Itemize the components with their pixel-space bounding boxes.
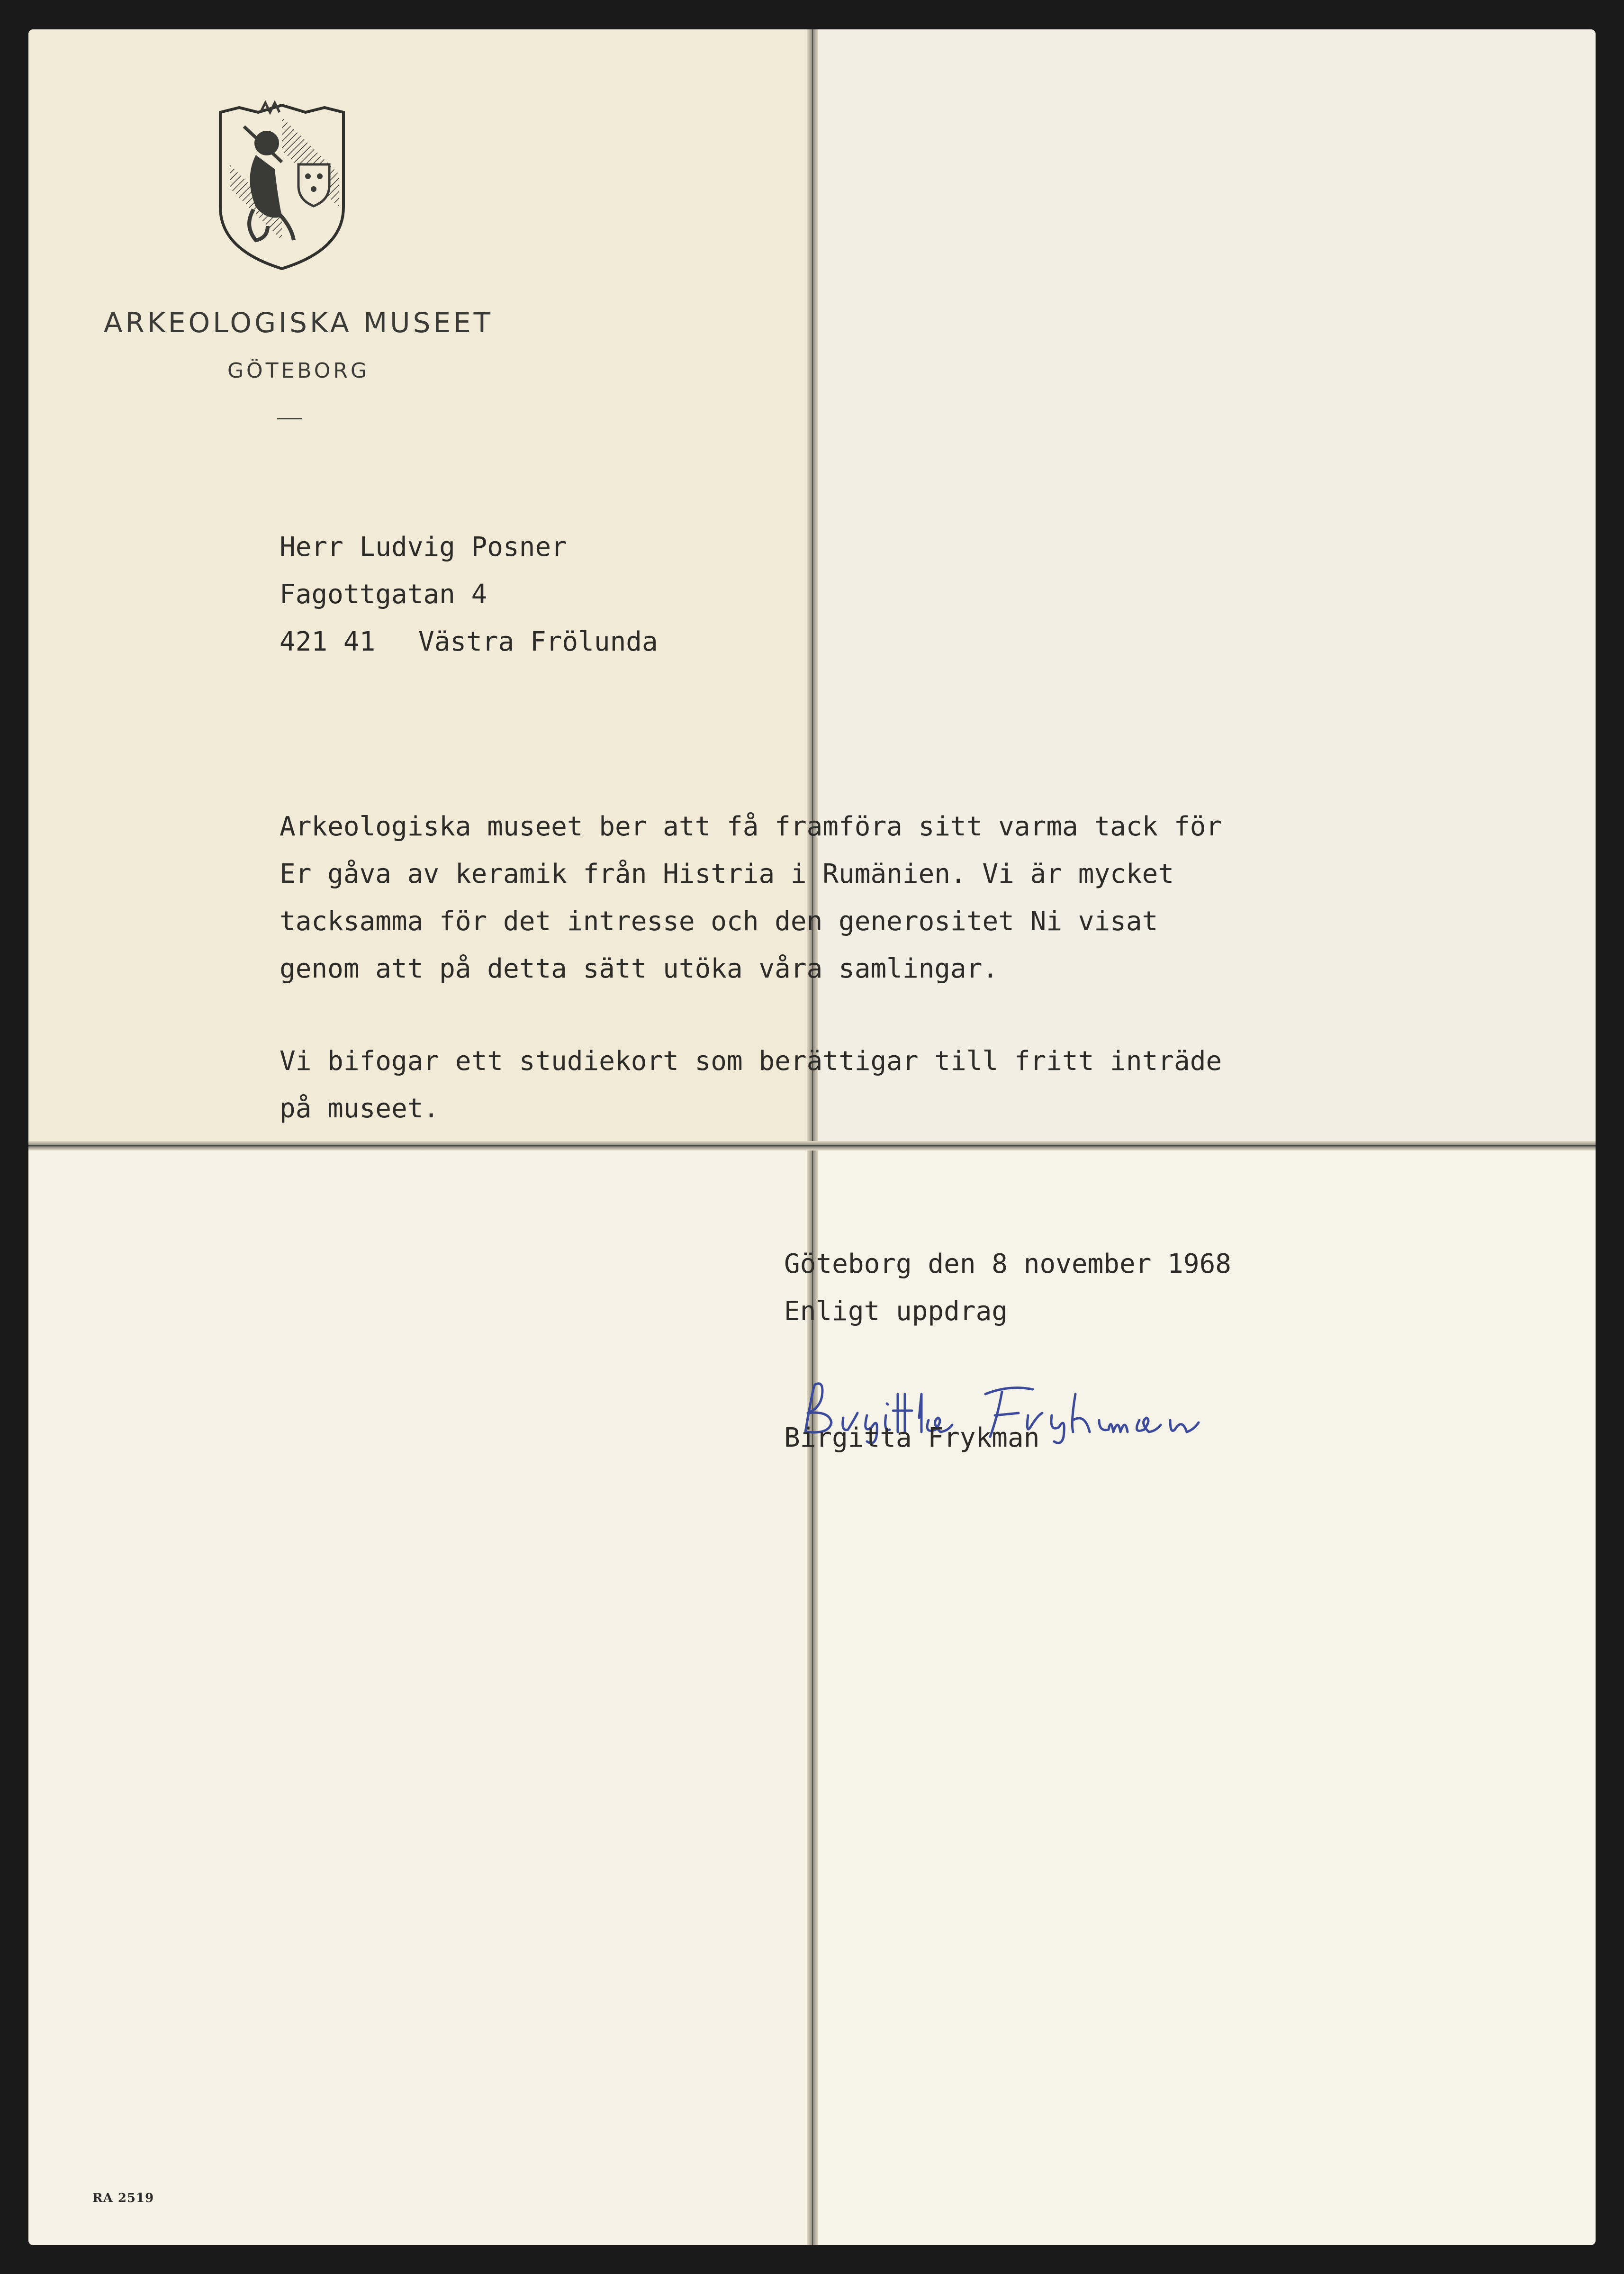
panel-bottom-left <box>28 1149 808 2245</box>
body-line: tacksamma för det intresse och den generositet Ni visat <box>280 906 1158 937</box>
museum-name: ARKEOLOGISKA MUSEET <box>103 307 494 339</box>
body-line: Arkeologiska museet ber att få framföra sitt varma tack för <box>280 811 1222 842</box>
coat-of-arms-icon <box>211 98 353 273</box>
horizontal-fold <box>28 1141 1596 1151</box>
mandate-line: Enligt uppdrag <box>784 1296 1008 1327</box>
recipient-postal-code: 421 41 <box>280 626 376 657</box>
date-line: Göteborg den 8 november 1968 <box>784 1249 1232 1279</box>
typed-signatory-name: Birgitta Frykman <box>784 1422 1040 1453</box>
recipient-name: Herr Ludvig Posner <box>280 532 567 562</box>
recipient-city: Västra Frölunda <box>418 626 658 657</box>
body-line: Er gåva av keramik från Histria i Rumänien. Vi är mycket <box>280 859 1174 889</box>
archive-reference: RA 2519 <box>92 2191 154 2205</box>
body-line: genom att på detta sätt utöka våra samlingar. <box>280 953 999 984</box>
vertical-fold <box>807 29 818 2245</box>
letter-sheet <box>28 29 1596 2245</box>
recipient-street: Fagottgatan 4 <box>280 579 487 610</box>
body-line: Vi bifogar ett studiekort som berättigar till fritt inträde <box>280 1046 1222 1077</box>
letterhead-rule <box>277 418 302 419</box>
body-line: på museet. <box>280 1093 440 1124</box>
museum-city: GÖTEBORG <box>227 359 370 383</box>
